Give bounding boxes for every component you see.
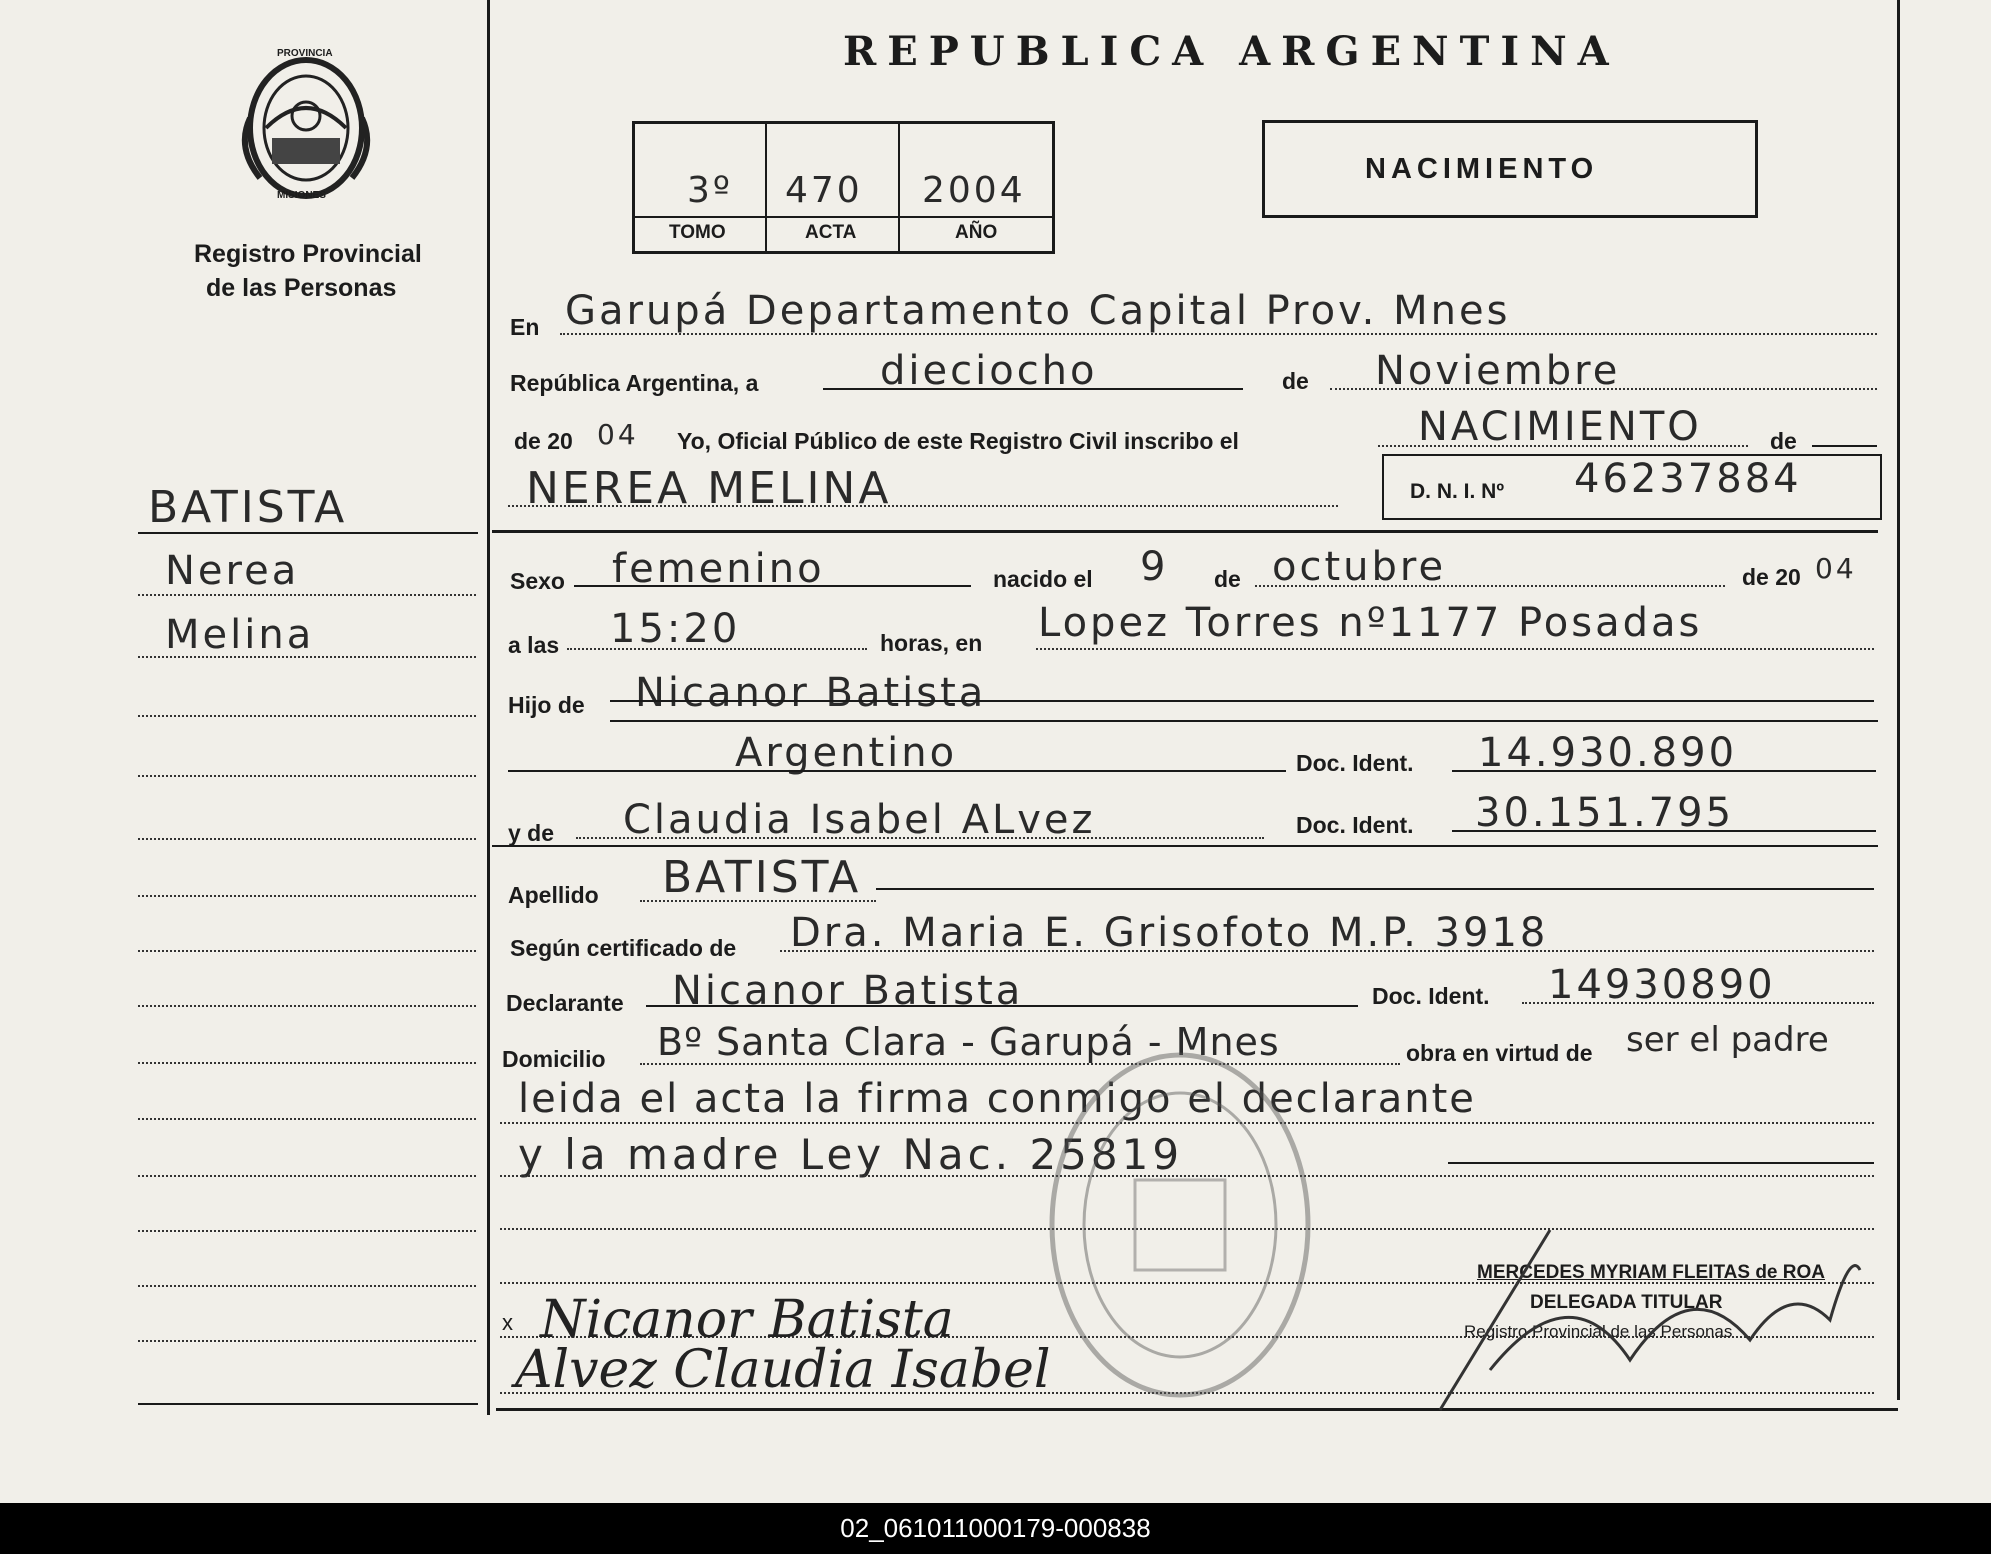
act-type-label: NACIMIENTO [1365,153,1599,185]
notes-line-2: y la madre Ley Nac. 25819 [518,1130,1184,1179]
registry-name-line1: Registro Provincial [194,240,422,268]
birth-year-label: de 20 [1742,564,1801,590]
anio-value: 2004 [922,170,1026,211]
de-label: de [1282,368,1309,394]
seal-bottom-text: MISIONES [277,190,326,201]
y-de-label: y de [508,820,555,846]
dni-box [1382,454,1882,520]
act-type-box [1262,120,1758,218]
republica-label: República Argentina, a [510,370,759,396]
official-office: Registro Provincial de las Personas [1464,1322,1733,1341]
horas-label: horas, en [880,630,983,656]
tomo-value: 3º [687,170,733,211]
acta-value: 470 [785,170,863,211]
mother-signature: Alvez Claudia Isabel [515,1340,1051,1400]
birth-month-field: octubre [1272,544,1447,590]
a-las-label: a las [508,632,560,658]
margin-second-name: Melina [165,612,315,658]
declarante-doc-field: 14930890 [1548,962,1776,1008]
month-words-field: Noviembre [1375,348,1621,394]
official-name: MERCEDES MYRIAM FLEITAS de ROA [1477,1262,1825,1283]
declarante-field: Nicanor Batista [672,968,1024,1014]
certificado-label: Según certificado de [510,935,737,961]
birth-place-field: Lopez Torres nº1177 Posadas [1038,600,1703,646]
official-title: DELEGADA TITULAR [1530,1292,1723,1313]
nacido-label: nacido el [993,566,1093,592]
hijo-label: Hijo de [508,692,585,718]
declarante-doc-label: Doc. Ident. [1372,983,1490,1009]
place-field: Garupá Departamento Capital Prov. Mnes [565,288,1511,334]
father-signature: Nicanor Batista [540,1290,954,1350]
domicilio-label: Domicilio [502,1046,606,1072]
country-title: REPUBLICA ARGENTINA [843,28,1620,75]
inscribo-label: Yo, Oficial Público de este Registro Civil inscribo el [677,428,1239,454]
certificado-field: Dra. Maria E. Grisofoto M.P. 3918 [790,910,1549,956]
birth-time-field: 15:20 [610,606,741,652]
volume-box [632,121,1055,254]
father-nationality-field: Argentino [735,730,958,776]
de-label-3: de [1214,566,1241,592]
obra-label: obra en virtud de [1406,1040,1593,1066]
official-signature-icon [1430,1210,1870,1430]
domicilio-field: Bº Santa Clara - Garupá - Mnes [657,1020,1280,1064]
dni-value-field: 46237884 [1574,456,1802,502]
mother-doc-field: 30.151.795 [1475,790,1735,836]
declarante-label: Declarante [506,990,624,1016]
registry-stamp-icon [1040,1040,1320,1410]
child-name-field: NEREA MELINA [526,463,892,514]
father-name-field: Nicanor Batista [635,670,987,716]
sexo-field: femenino [612,546,825,592]
father-doc-label: Doc. Ident. [1296,750,1414,776]
dni-label: D. N. I. Nº [1410,480,1505,503]
de-label-2: de [1770,428,1797,454]
sexo-label: Sexo [510,568,565,594]
apellido-field: BATISTA [662,852,862,903]
day-words-field: dieciocho [880,348,1098,394]
notes-line-1: leida el acta la firma conmigo el declarante [518,1076,1476,1122]
obra-field: ser el padre [1626,1020,1829,1060]
right-border [1897,0,1900,1400]
en-label: En [510,314,540,340]
act-handwritten-field: NACIMIENTO [1418,404,1702,450]
column-divider [487,0,490,1415]
registry-name-line2: de las Personas [206,274,397,302]
birth-year-field: 04 [1815,552,1857,585]
year-prefix-label: de 20 [514,428,573,454]
acta-label: ACTA [805,222,857,243]
apellido-label: Apellido [508,882,599,908]
birth-day-field: 9 [1140,544,1169,590]
signature-prefix: x [502,1310,513,1335]
mother-name-field: Claudia Isabel ALvez [623,797,1096,843]
margin-surname: BATISTA [148,482,348,533]
margin-first-name: Nerea [165,548,300,594]
year-suffix-field: 04 [597,418,639,451]
provincial-seal-icon [236,48,376,208]
file-caption: 02_061011000179-000838 [0,1503,1991,1554]
tomo-label: TOMO [669,222,726,243]
seal-top-text: PROVINCIA [277,48,333,59]
anio-label: AÑO [955,222,998,243]
mother-doc-label: Doc. Ident. [1296,812,1414,838]
father-doc-field: 14.930.890 [1478,730,1738,776]
